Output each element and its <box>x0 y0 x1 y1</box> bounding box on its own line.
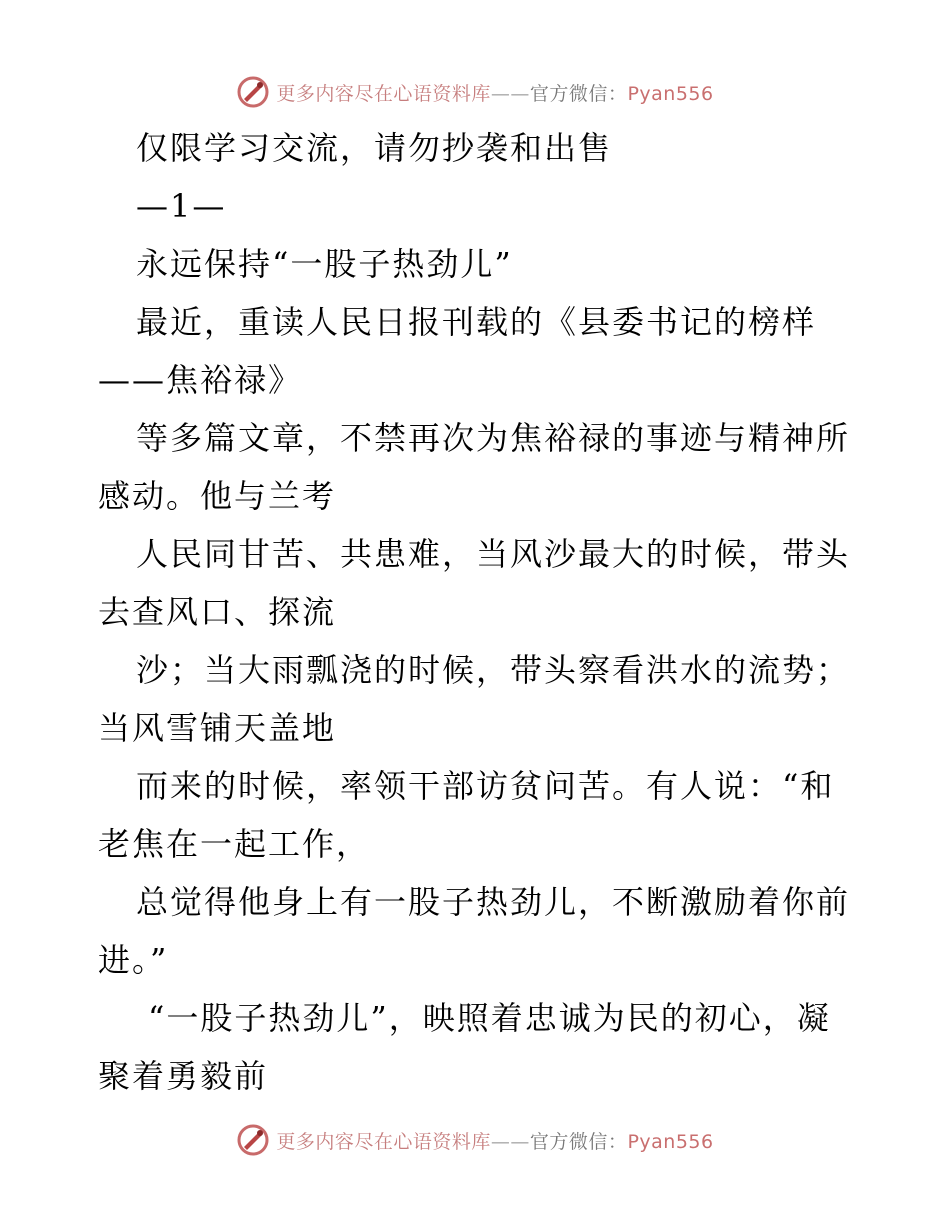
document-line: 去查风口、探流 <box>98 593 337 631</box>
footer-separator: —— <box>490 1130 530 1153</box>
document-line: 老焦在一起工作， <box>98 825 371 863</box>
document-line: 总觉得他身上有一股子热劲儿，不断激励着你前 <box>136 883 851 921</box>
page-header-watermark <box>0 72 950 112</box>
footer-wechat-id: Pyan556 <box>627 1130 714 1153</box>
header-brand-line <box>276 79 713 106</box>
document-line: 永远保持“一股子热劲儿” <box>136 245 513 283</box>
brand-logo-icon <box>236 75 270 109</box>
document-line: 当风雪铺天盖地 <box>98 709 337 747</box>
document-line: 人民同甘苦、共患难，当风沙最大的时候，带头 <box>136 535 851 573</box>
document-line: —1— <box>136 187 227 225</box>
header-wechat-id: Pyan556 <box>627 82 714 105</box>
document-line: 最近，重读人民日报刊载的《县委书记的榜样 <box>136 303 817 341</box>
document-line: 等多篇文章，不禁再次为焦裕禄的事迹与精神所 <box>136 419 851 457</box>
footer-wechat-label: 官方微信： <box>529 1130 628 1153</box>
document-line: 感动。他与兰考 <box>98 477 337 515</box>
footer-brand-line <box>276 1127 713 1154</box>
footer-brand-name: 更多内容尽在心语资料库 <box>276 1130 491 1153</box>
document-line: 沙；当大雨瓢浇的时候，带头察看洪水的流势； <box>136 651 851 689</box>
document-line: ——焦裕禄》 <box>98 361 303 399</box>
document-line: 而来的时候，率领干部访贫问苦。有人说：“和 <box>136 767 835 805</box>
brand-logo-icon <box>236 1123 270 1157</box>
header-brand-name: 更多内容尽在心语资料库 <box>276 82 491 105</box>
header-wechat-label: 官方微信： <box>529 82 628 105</box>
header-separator: —— <box>490 82 530 105</box>
document-line: 进。” <box>98 941 169 979</box>
page-footer-watermark <box>0 1120 950 1160</box>
document-line: “一股子热劲儿”，映照着忠诚为民的初心，凝 <box>148 999 831 1037</box>
document-line: 聚着勇毅前 <box>98 1057 269 1095</box>
document-line: 仅限学习交流，请勿抄袭和出售 <box>136 129 613 167</box>
